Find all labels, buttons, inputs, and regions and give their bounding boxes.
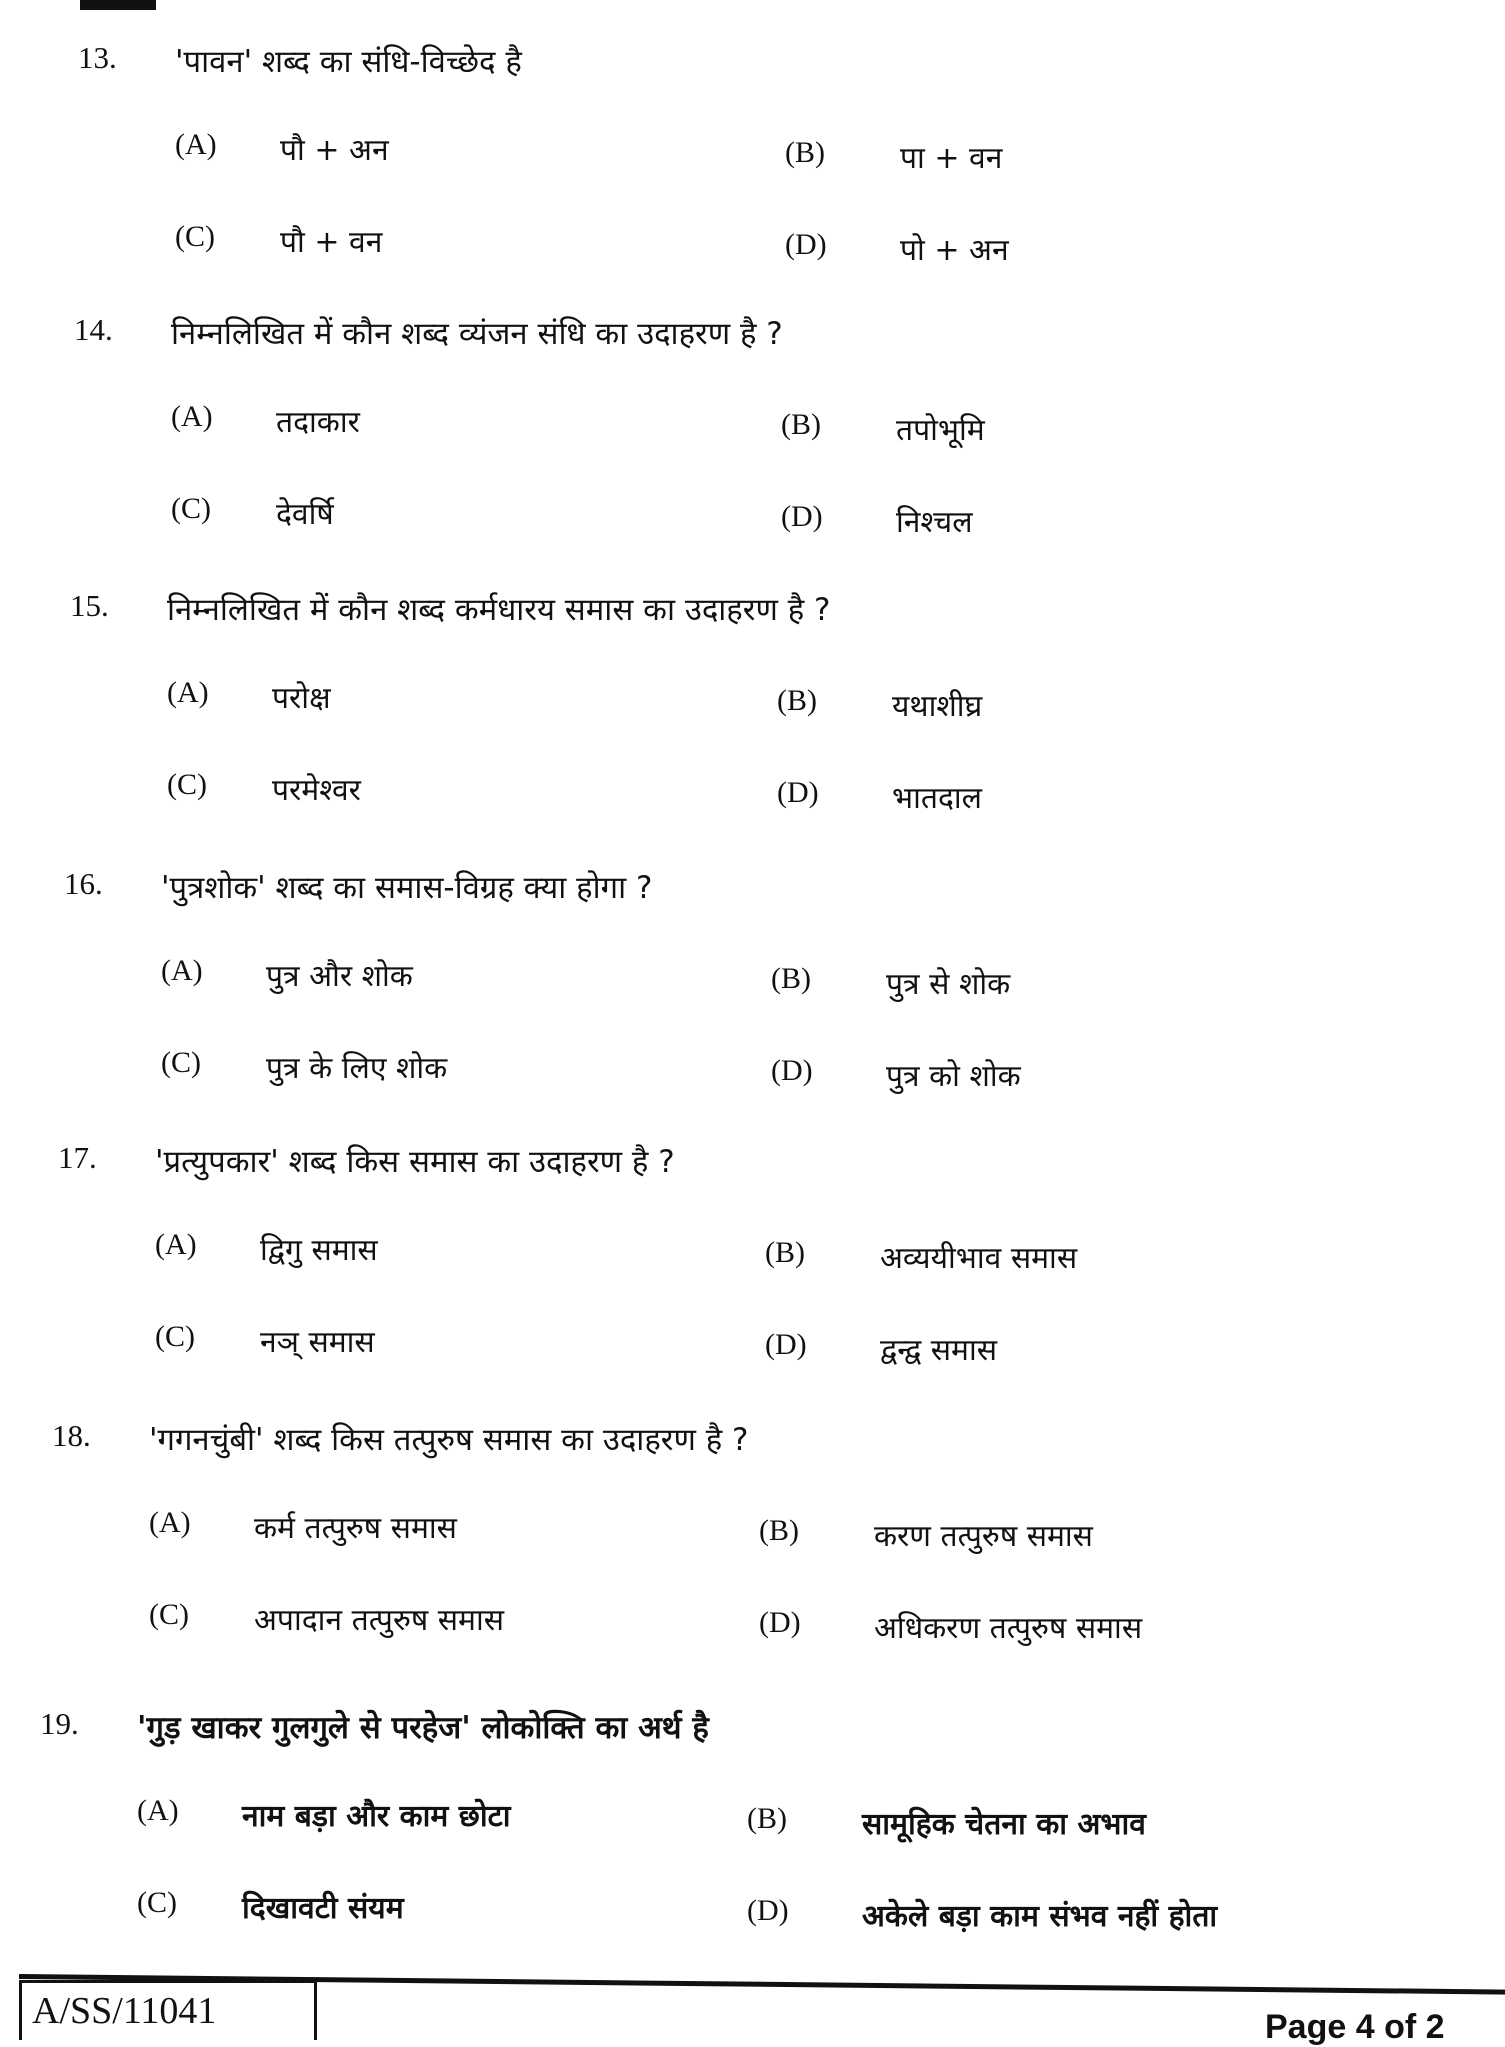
question-15: [0, 588, 1505, 848]
question-14: [0, 312, 1505, 572]
option-label: (D): [771, 1054, 813, 1087]
option-label: (C): [149, 1598, 189, 1631]
question-17: [0, 1140, 1505, 1400]
option-text: यथाशीघ्र: [892, 689, 983, 724]
option-text: तदाकार: [276, 405, 360, 440]
option-text: पुत्र और शोक: [266, 959, 413, 994]
question-text: 'गुड़ खाकर गुलगुले से परहेज' लोकोक्ति का अर्थ है: [137, 1710, 709, 1746]
question-text: निम्नलिखित में कौन शब्द कर्मधारय समास का उदाहरण है ?: [167, 592, 831, 628]
option-text: तपोभूमि: [896, 413, 985, 448]
option-label: (D): [747, 1894, 789, 1927]
question-text: 'पावन' शब्द का संधि-विच्छेद है: [175, 44, 522, 80]
question-number: 15.: [70, 588, 109, 623]
option-label: (B): [759, 1514, 799, 1547]
paper-code: A/SS/11041: [19, 1980, 317, 2040]
option-label: (C): [161, 1046, 201, 1079]
option-text: द्विगु समास: [260, 1233, 378, 1268]
option-text: पो + अन: [900, 233, 1009, 268]
question-16: [0, 866, 1505, 1126]
question-number: 19.: [40, 1706, 79, 1741]
question-text: 'पुत्रशोक' शब्द का समास-विग्रह क्या होगा ?: [161, 870, 653, 906]
option-label: (C): [175, 220, 215, 253]
option-label: (A): [137, 1794, 179, 1827]
option-text: कर्म तत्पुरुष समास: [254, 1511, 457, 1546]
option-label: (B): [777, 684, 817, 717]
question-number: 18.: [52, 1418, 91, 1453]
option-label: (D): [777, 776, 819, 809]
option-text: सामूहिक चेतना का अभाव: [862, 1807, 1146, 1842]
option-label: (A): [175, 128, 217, 161]
option-text: देवर्षि: [276, 497, 334, 532]
option-text: अपादान तत्पुरुष समास: [254, 1603, 505, 1638]
question-text: निम्नलिखित में कौन शब्द व्यंजन संधि का उदाहरण है ?: [171, 316, 783, 352]
option-label: (A): [149, 1506, 191, 1539]
option-text: पौ + वन: [280, 225, 383, 260]
question-number: 16.: [64, 866, 103, 901]
option-text: भातदाल: [892, 781, 982, 816]
option-label: (D): [781, 500, 823, 533]
option-text: अधिकरण तत्पुरुष समास: [874, 1611, 1143, 1646]
option-label: (C): [171, 492, 211, 525]
question-number: 17.: [58, 1140, 97, 1175]
option-label: (A): [161, 954, 203, 987]
option-text: पुत्र से शोक: [886, 967, 1011, 1002]
option-label: (C): [155, 1320, 195, 1353]
option-text: पुत्र को शोक: [886, 1059, 1021, 1094]
option-text: परमेश्वर: [272, 773, 361, 808]
question-number: 14.: [74, 312, 113, 347]
option-text: पा + वन: [900, 141, 1003, 176]
option-label: (B): [747, 1802, 787, 1835]
option-label: (C): [167, 768, 207, 801]
question-text: 'गगनचुंबी' शब्द किस तत्पुरुष समास का उदाहरण है ?: [149, 1422, 749, 1458]
top-edge-bar: [80, 0, 156, 10]
page-number: Page 4 of 2: [1265, 2008, 1445, 2046]
question-13: [0, 40, 1505, 300]
option-text: परोक्ष: [272, 681, 331, 716]
option-label: (A): [171, 400, 213, 433]
option-label: (B): [771, 962, 811, 995]
question-18: [0, 1418, 1505, 1678]
option-text: नञ् समास: [260, 1325, 375, 1360]
option-label: (B): [785, 136, 825, 169]
option-text: अव्ययीभाव समास: [880, 1241, 1078, 1276]
option-label: (C): [137, 1886, 177, 1919]
option-text: दिखावटी संयम: [242, 1891, 404, 1926]
option-label: (A): [155, 1228, 197, 1261]
option-text: पुत्र के लिए शोक: [266, 1051, 448, 1086]
option-text: पौ + अन: [280, 133, 389, 168]
question-number: 13.: [78, 40, 117, 75]
option-text: निश्चल: [896, 505, 973, 540]
option-text: नाम बड़ा और काम छोटा: [242, 1799, 511, 1834]
option-text: करण तत्पुरुष समास: [874, 1519, 1093, 1554]
option-label: (B): [781, 408, 821, 441]
option-label: (D): [759, 1606, 801, 1639]
option-label: (A): [167, 676, 209, 709]
option-text: अकेले बड़ा काम संभव नहीं होता: [862, 1899, 1218, 1934]
option-label: (D): [785, 228, 827, 261]
question-text: 'प्रत्युपकार' शब्द किस समास का उदाहरण है ?: [155, 1144, 675, 1180]
option-text: द्वन्द्व समास: [880, 1333, 997, 1368]
question-19: [0, 1706, 1505, 1966]
option-label: (B): [765, 1236, 805, 1269]
option-label: (D): [765, 1328, 807, 1361]
